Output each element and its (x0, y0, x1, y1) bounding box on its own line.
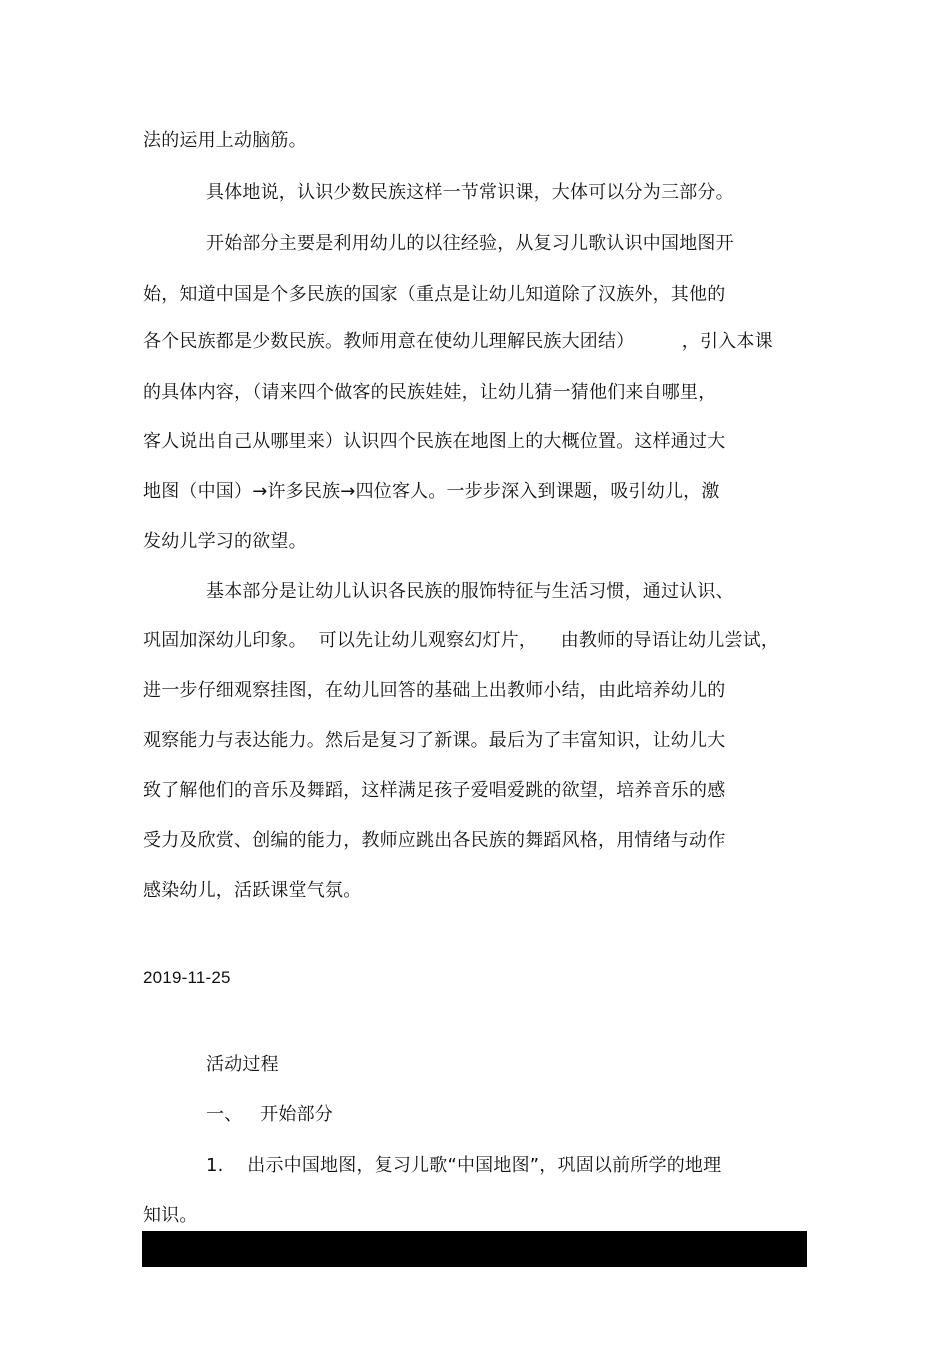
section-heading: 活动过程 (206, 1054, 279, 1075)
list-item: 1. 出示中国地图，复习儿歌“中国地图”，巩固以前所学的地理 (206, 1155, 722, 1176)
paragraph-line: 的具体内容，（请来四个做客的民族娃娃，让幼儿猜一猜他们来自哪里， (143, 382, 717, 403)
paragraph-line: 巩固加深幼儿印象。 可以先让幼儿观察幻灯片， 由教师的导语让幼儿尝试， (143, 630, 780, 651)
paragraph-line: 具体地说，认识少数民族这样一节常识课，大体可以分为三部分。 (206, 182, 734, 203)
paragraph-line: 感染幼儿，活跃课堂气氛。 (143, 880, 362, 901)
paragraph-line: 各个民族都是少数民族。教师用意在使幼儿理解民族大团结） ，引入本课 (143, 331, 773, 352)
paragraph-line: 地图（中国）→许多民族→四位客人。一步步深入到课题，吸引幼儿，激 (143, 481, 720, 502)
list-item-continuation: 知识。 (143, 1205, 198, 1226)
redaction-bar (142, 1231, 807, 1267)
paragraph-line: 受力及欣赏、创编的能力，教师应跳出各民族的舞蹈风格，用情绪与动作 (143, 830, 726, 851)
paragraph-line: 进一步仔细观察挂图，在幼儿回答的基础上出教师小结，由此培养幼儿的 (143, 680, 726, 701)
subsection-heading: 一、 开始部分 (206, 1104, 333, 1125)
paragraph-line: 致了解他们的音乐及舞蹈，这样满足孩子爱唱爱跳的欲望，培养音乐的感 (143, 780, 726, 801)
paragraph-line: 基本部分是让幼儿认识各民族的服饰特征与生活习惯，通过认识、 (206, 581, 734, 602)
paragraph-line: 法的运用上动脑筋。 (143, 130, 307, 151)
paragraph-line: 发幼儿学习的欲望。 (143, 531, 307, 552)
date-stamp: 2019-11-25 (143, 968, 231, 987)
paragraph-line: 开始部分主要是利用幼儿的以往经验，从复习儿歌认识中国地图开 (206, 233, 734, 254)
paragraph-line: 客人说出自己从哪里来）认识四个民族在地图上的大概位置。这样通过大 (143, 431, 726, 452)
paragraph-line: 观察能力与表达能力。然后是复习了新课。最后为了丰富知识，让幼儿大 (143, 730, 726, 751)
paragraph-line: 始，知道中国是个多民族的国家（重点是让幼儿知道除了汉族外，其他的 (143, 284, 726, 305)
